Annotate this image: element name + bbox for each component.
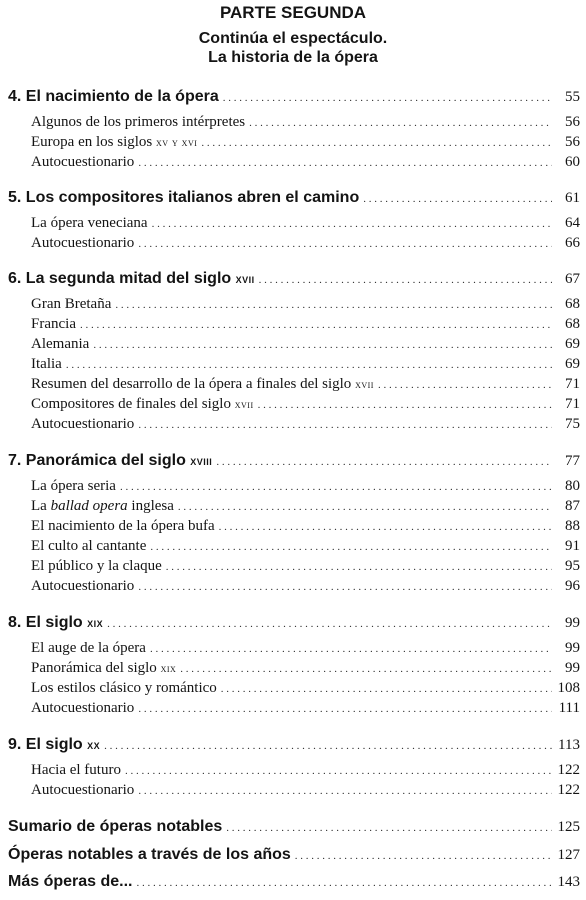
page-number: 99 [565, 660, 580, 676]
leader-dots [221, 680, 552, 697]
leader-dots [259, 270, 552, 288]
page-number: 143 [557, 874, 580, 890]
chapter-title: 9. El siglo xx [8, 736, 101, 753]
leader-dots [363, 189, 552, 207]
toc-chapter[interactable] [8, 452, 580, 470]
page-number: 71 [565, 396, 580, 412]
entry-title: Resumen del desarrollo de la ópera a finales del siglo xvii [31, 376, 374, 392]
page-number: 68 [565, 296, 580, 312]
toc-appendix-entry[interactable] [8, 873, 580, 891]
entry-title: El auge de la ópera [31, 640, 146, 656]
entry-title: Francia [31, 316, 76, 332]
leader-dots [219, 518, 552, 535]
entry-title: Autocuestionario [31, 700, 135, 716]
leader-dots [138, 154, 552, 171]
chapter-title: 5. Los compositores italianos abren el camino [8, 189, 360, 206]
page-number: 108 [557, 680, 580, 696]
leader-dots [180, 660, 552, 677]
leader-dots [150, 538, 552, 555]
toc-entry[interactable] [31, 700, 580, 717]
entry-title: La ópera veneciana [31, 215, 148, 231]
toc-entry[interactable] [31, 578, 580, 595]
leader-dots [138, 416, 552, 433]
toc-entry[interactable] [31, 396, 580, 413]
toc-chapter[interactable] [8, 736, 580, 754]
page-number: 56 [565, 114, 580, 130]
toc-entry[interactable] [31, 782, 580, 799]
entry-title: Gran Bretaña [31, 296, 112, 312]
page-number: 111 [558, 700, 580, 716]
page-number: 60 [565, 154, 580, 170]
leader-dots [137, 873, 553, 891]
leader-dots [125, 762, 552, 779]
part-subtitle-line-1: Continúa el espectáculo. [198, 30, 388, 47]
page-number: 95 [565, 558, 580, 574]
chapter-title: 6. La segunda mitad del siglo xvii [8, 270, 255, 287]
toc-appendix-entry[interactable] [8, 846, 580, 864]
entry-title: La ballad opera inglesa [31, 498, 174, 514]
entry-title: El público y la claque [31, 558, 162, 574]
appendix-title: Más óperas de... [8, 873, 133, 890]
entry-title: Compositores de finales del siglo xvii [31, 396, 254, 412]
entry-title: Algunos de los primeros intérpretes [31, 114, 246, 130]
leader-dots [115, 296, 552, 313]
toc-entry[interactable] [31, 558, 580, 575]
leader-dots [295, 846, 552, 864]
page-number: 71 [565, 376, 580, 392]
entry-title: Autocuestionario [31, 235, 135, 251]
entry-title: Alemania [31, 336, 90, 352]
toc-entry[interactable] [31, 640, 580, 657]
toc-entry[interactable] [31, 296, 580, 313]
toc-entry[interactable] [31, 762, 580, 779]
toc-entry[interactable] [31, 416, 580, 433]
leader-dots [178, 498, 552, 515]
toc-entry[interactable] [31, 660, 580, 677]
toc-entry[interactable] [31, 235, 580, 252]
page-number: 127 [557, 847, 580, 863]
page-number: 80 [565, 478, 580, 494]
page-number: 88 [565, 518, 580, 534]
entry-title: Los estilos clásico y romántico [31, 680, 217, 696]
toc-chapter[interactable] [8, 88, 580, 106]
entry-title: Autocuestionario [31, 154, 135, 170]
part-subtitle-line-2: La historia de la ópera [208, 49, 378, 66]
toc-appendix-entry[interactable] [8, 818, 580, 836]
entry-title: Panorámica del siglo xix [31, 660, 177, 676]
page-number: 56 [565, 134, 580, 150]
page-number: 64 [565, 215, 580, 231]
chapter-title: 7. Panorámica del siglo xviii [8, 452, 213, 469]
page-number: 75 [565, 416, 580, 432]
leader-dots [104, 736, 552, 754]
toc-entry[interactable] [31, 356, 580, 373]
entry-title: La ópera seria [31, 478, 116, 494]
page-number: 77 [565, 453, 580, 469]
part-heading: PARTE SEGUNDA [219, 3, 367, 22]
leader-dots [152, 215, 552, 232]
toc-entry[interactable] [31, 114, 580, 131]
toc-entry[interactable] [31, 518, 580, 535]
leader-dots [138, 578, 552, 595]
page-number: 91 [565, 538, 580, 554]
leader-dots [226, 818, 552, 836]
page-number: 55 [565, 89, 580, 105]
leader-dots [93, 336, 552, 353]
toc-entry[interactable] [31, 478, 580, 495]
chapter-title: 4. El nacimiento de la ópera [8, 88, 219, 105]
leader-dots [107, 614, 552, 632]
leader-dots [138, 700, 552, 717]
leader-dots [150, 640, 552, 657]
leader-dots [249, 114, 552, 131]
page-number: 61 [565, 190, 580, 206]
toc-chapter[interactable] [8, 614, 580, 632]
chapter-title: 8. El siglo xix [8, 614, 104, 631]
toc-entry[interactable] [31, 376, 580, 393]
toc-chapter[interactable] [8, 270, 580, 288]
entry-title: Autocuestionario [31, 782, 135, 798]
page-number: 122 [557, 762, 580, 778]
entry-title: Hacia el futuro [31, 762, 121, 778]
page-number: 68 [565, 316, 580, 332]
page-number: 125 [557, 819, 580, 835]
page-number: 99 [565, 640, 580, 656]
entry-title: Europa en los siglos xv y xvi [31, 134, 198, 150]
page-number: 69 [565, 336, 580, 352]
leader-dots [138, 782, 552, 799]
leader-dots [223, 88, 552, 106]
toc-entry[interactable] [31, 538, 580, 555]
page-number: 113 [558, 737, 580, 753]
leader-dots [120, 478, 552, 495]
leader-dots [216, 452, 552, 470]
appendix-title: Óperas notables a través de los años [8, 846, 291, 863]
toc-entry[interactable] [31, 498, 580, 515]
leader-dots [258, 396, 552, 413]
leader-dots [66, 356, 552, 373]
page-number: 66 [565, 235, 580, 251]
entry-title: Italia [31, 356, 62, 372]
toc-entry[interactable] [31, 134, 580, 151]
leader-dots [80, 316, 552, 333]
toc-chapter[interactable] [8, 189, 580, 207]
appendix-title: Sumario de óperas notables [8, 818, 223, 835]
toc-entry[interactable] [31, 680, 580, 697]
page-number: 87 [565, 498, 580, 514]
toc-entry[interactable] [31, 316, 580, 333]
entry-title: El culto al cantante [31, 538, 147, 554]
toc-entry[interactable] [31, 336, 580, 353]
page-number: 99 [565, 615, 580, 631]
leader-dots [378, 376, 552, 393]
toc-entry[interactable] [31, 215, 580, 232]
page-number: 69 [565, 356, 580, 372]
toc-entry[interactable] [31, 154, 580, 171]
entry-title: Autocuestionario [31, 578, 135, 594]
leader-dots [166, 558, 552, 575]
entry-title: El nacimiento de la ópera bufa [31, 518, 215, 534]
page-number: 67 [565, 271, 580, 287]
page-number: 122 [557, 782, 580, 798]
leader-dots [138, 235, 552, 252]
leader-dots [201, 134, 552, 151]
entry-title: Autocuestionario [31, 416, 135, 432]
page-number: 96 [565, 578, 580, 594]
